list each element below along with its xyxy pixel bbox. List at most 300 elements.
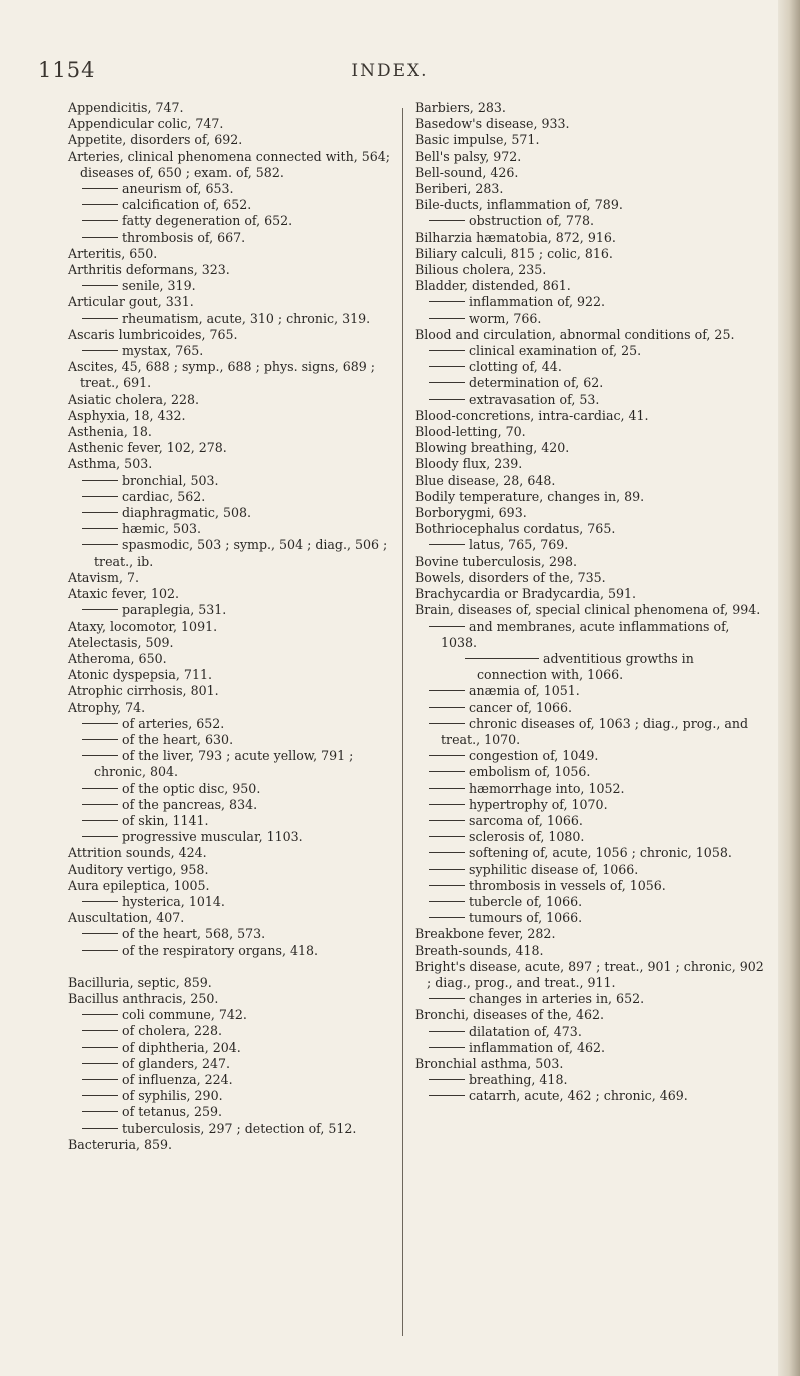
entry-text: Auscultation, 407. xyxy=(68,910,185,926)
ditto-dash xyxy=(82,755,118,756)
entry-text: spasmodic, 503 ; symp., 504 ; diag., 506 ; treat., ib. xyxy=(94,537,388,569)
entry-text: hæmic, 503. xyxy=(122,521,202,537)
ditto-dash xyxy=(429,707,465,708)
ditto-dash xyxy=(82,496,118,497)
entry-text: bronchial, 503. xyxy=(122,472,219,488)
index-subentry xyxy=(68,1088,398,1104)
entry-text: determination of, 62. xyxy=(469,375,604,391)
index-subentry xyxy=(68,197,398,213)
index-entry xyxy=(68,683,398,699)
index-subentry xyxy=(68,1056,398,1072)
index-entry xyxy=(415,1056,765,1072)
index-entry xyxy=(415,586,765,602)
index-entry xyxy=(68,667,398,683)
entry-text: anæmia of, 1051. xyxy=(469,683,580,699)
index-entry xyxy=(68,116,398,132)
index-subentry xyxy=(415,797,765,813)
index-entry xyxy=(415,602,765,618)
column-divider xyxy=(402,108,403,1336)
index-subentry xyxy=(68,473,398,489)
index-subentry xyxy=(68,521,398,537)
page-header xyxy=(0,58,780,88)
ditto-dash xyxy=(82,739,118,740)
entry-text: Ataxic fever, 102. xyxy=(68,586,179,602)
ditto-dash xyxy=(82,528,118,529)
ditto-dash xyxy=(82,480,118,481)
entry-text: adventitious growths in connection with, 1066. xyxy=(477,650,694,683)
index-entry xyxy=(68,586,398,602)
entry-text: Ascaris lumbricoides, 765. xyxy=(68,326,238,342)
index-subentry xyxy=(415,748,765,764)
ditto-dash xyxy=(82,188,118,189)
entry-text: Ataxy, locomotor, 1091. xyxy=(68,618,218,634)
ditto-dash xyxy=(82,950,118,951)
index-subentry xyxy=(415,862,765,878)
index-entry xyxy=(415,197,765,213)
index-subentry xyxy=(415,764,765,780)
entry-text: Atrophy, 74. xyxy=(68,699,146,715)
index-entry xyxy=(415,230,765,246)
index-entry xyxy=(68,910,398,926)
entry-text: softening of, acute, 1056 ; chronic, 1058. xyxy=(469,845,732,861)
entry-text: chronic diseases of, 1063 ; diag., prog., and treat., 1070. xyxy=(441,715,749,747)
ditto-dash xyxy=(82,804,118,805)
entry-text: Bilharzia hæmatobia, 872, 916. xyxy=(415,229,616,245)
ditto-dash xyxy=(429,998,465,999)
index-subentry xyxy=(68,181,398,197)
running-head: INDEX. xyxy=(351,61,429,81)
index-subentry xyxy=(68,602,398,618)
index-subentry xyxy=(415,294,765,310)
ditto-dash xyxy=(429,755,465,756)
index-subentry xyxy=(68,213,398,229)
index-subentry xyxy=(415,991,765,1007)
entry-text: Basic impulse, 571. xyxy=(415,132,540,148)
entry-text: Bacteruria, 859. xyxy=(68,1136,173,1152)
ditto-dash xyxy=(82,1063,118,1064)
index-subentry xyxy=(68,716,398,732)
index-entry xyxy=(415,181,765,197)
entry-text: Attrition sounds, 424. xyxy=(68,845,207,861)
index-subentry xyxy=(68,732,398,748)
index-subentry xyxy=(415,781,765,797)
index-entry xyxy=(68,991,398,1007)
entry-text: and membranes, acute inflammations of, 1038. xyxy=(441,618,730,650)
index-subentry xyxy=(68,926,398,942)
ditto-dash xyxy=(429,690,465,691)
entry-text: hæmorrhage into, 1052. xyxy=(469,780,625,796)
index-entry xyxy=(68,327,398,343)
index-subentry xyxy=(68,505,398,521)
index-subentry xyxy=(68,311,398,327)
entry-text: Aura epileptica, 1005. xyxy=(68,877,210,893)
entry-text: Articular gout, 331. xyxy=(68,294,194,310)
entry-text: Asthenia, 18. xyxy=(68,424,152,440)
index-entry xyxy=(68,635,398,651)
ditto-dash xyxy=(82,544,118,545)
ditto-dash xyxy=(82,1014,118,1015)
entry-text: embolism of, 1056. xyxy=(469,764,591,780)
entry-text: Asiatic cholera, 228. xyxy=(68,391,200,407)
index-entry xyxy=(415,554,765,570)
index-entry xyxy=(68,424,398,440)
index-entry xyxy=(68,862,398,878)
index-subentry xyxy=(415,537,765,553)
entry-text: catarrh, acute, 462 ; chronic, 469. xyxy=(469,1088,688,1104)
index-entry xyxy=(415,505,765,521)
entry-text: coli commune, 742. xyxy=(122,1007,247,1023)
entry-text: Biliary calculi, 815 ; colic, 816. xyxy=(415,245,613,261)
index-entry xyxy=(68,570,398,586)
entry-text: of the liver, 793 ; acute yellow, 791 ; chronic, 804. xyxy=(94,748,354,780)
index-subentry xyxy=(68,1040,398,1056)
entry-text: senile, 319. xyxy=(122,278,196,294)
index-entry xyxy=(68,878,398,894)
entry-text: Blue disease, 28, 648. xyxy=(415,472,556,488)
page-edge-shadow xyxy=(778,0,800,1376)
index-entry xyxy=(415,132,765,148)
index-entry xyxy=(415,959,765,991)
entry-text: of syphilis, 290. xyxy=(122,1088,223,1104)
entry-text: Bodily temperature, changes in, 89. xyxy=(415,488,645,504)
entry-text: Blood-letting, 70. xyxy=(415,424,526,440)
index-entry xyxy=(68,408,398,424)
ditto-dash xyxy=(429,901,465,902)
entry-text: Bell-sound, 426. xyxy=(415,164,519,180)
entry-text: Blood and circulation, abnormal conditions of, 25. xyxy=(415,326,735,342)
index-subentry xyxy=(68,1023,398,1039)
index-entry xyxy=(68,294,398,310)
ditto-dash xyxy=(429,366,465,367)
ditto-dash xyxy=(465,658,539,659)
entry-text: Bright's disease, acute, 897 ; treat., 901 ; chronic, 902 ; diag., prog., and treat., 911. xyxy=(415,958,764,990)
entry-text: Arteries, clinical phenomena connected with, 564; diseases of, 650 ; exam. of, 582. xyxy=(68,148,390,180)
index-subentry xyxy=(68,781,398,797)
index-subentry xyxy=(415,1040,765,1056)
index-entry xyxy=(68,975,398,991)
ditto-dash xyxy=(429,869,465,870)
ditto-dash xyxy=(429,788,465,789)
entry-text: Auditory vertigo, 958. xyxy=(68,861,209,877)
index-entry xyxy=(415,100,765,116)
index-subentry xyxy=(68,829,398,845)
entry-text: latus, 765, 769. xyxy=(469,537,569,553)
index-subentry xyxy=(415,1024,765,1040)
ditto-dash xyxy=(429,1079,465,1080)
entry-text: Asthenic fever, 102, 278. xyxy=(68,440,227,456)
index-subentry xyxy=(415,878,765,894)
entry-text: of the respiratory organs, 418. xyxy=(122,942,319,958)
entry-text: mystax, 765. xyxy=(122,343,204,359)
index-entry xyxy=(68,246,398,262)
index-subentry xyxy=(68,1007,398,1023)
index-subentry xyxy=(415,392,765,408)
index-subentry xyxy=(68,278,398,294)
index-subentry xyxy=(68,1104,398,1120)
ditto-dash xyxy=(82,788,118,789)
ditto-dash xyxy=(82,285,118,286)
index-subentry xyxy=(68,230,398,246)
index-entry xyxy=(68,149,398,181)
ditto-dash xyxy=(82,1079,118,1080)
index-entry xyxy=(415,327,765,343)
index-subentry xyxy=(415,894,765,910)
ditto-dash xyxy=(82,204,118,205)
entry-text: Atonic dyspepsia, 711. xyxy=(68,667,212,683)
entry-text: clinical examination of, 25. xyxy=(469,343,642,359)
entry-text: tumours of, 1066. xyxy=(469,910,583,926)
index-entry xyxy=(415,926,765,942)
ditto-dash xyxy=(82,350,118,351)
entry-text: Borborygmi, 693. xyxy=(415,505,527,521)
index-subentry xyxy=(68,1121,398,1137)
entry-text: sclerosis of, 1080. xyxy=(469,829,585,845)
entry-text: of diphtheria, 204. xyxy=(122,1039,241,1055)
index-subentry xyxy=(68,797,398,813)
ditto-dash xyxy=(429,1047,465,1048)
index-entry xyxy=(68,262,398,278)
index-entry xyxy=(68,845,398,861)
entry-text: syphilitic disease of, 1066. xyxy=(469,861,639,877)
ditto-dash xyxy=(82,1111,118,1112)
entry-text: hypertrophy of, 1070. xyxy=(469,796,608,812)
entry-text: Atelectasis, 509. xyxy=(68,634,174,650)
index-subentry xyxy=(68,343,398,359)
index-subentry xyxy=(415,716,765,748)
entry-text: Barbiers, 283. xyxy=(415,100,506,115)
ditto-dash xyxy=(82,901,118,902)
entry-text: aneurism of, 653. xyxy=(122,181,234,197)
index-entry xyxy=(415,424,765,440)
entry-text: of the heart, 568, 573. xyxy=(122,926,266,942)
ditto-dash xyxy=(429,771,465,772)
index-subentry xyxy=(415,813,765,829)
entry-text: Bladder, distended, 861. xyxy=(415,278,571,294)
index-subentry xyxy=(415,829,765,845)
entry-text: sarcoma of, 1066. xyxy=(469,812,583,828)
entry-text: of cholera, 228. xyxy=(122,1023,223,1039)
ditto-dash xyxy=(82,1128,118,1129)
entry-text: congestion of, 1049. xyxy=(469,748,599,764)
entry-text: Atavism, 7. xyxy=(68,569,140,585)
index-entry xyxy=(415,473,765,489)
index-subentry xyxy=(415,343,765,359)
index-subentry xyxy=(415,845,765,861)
entry-text: extravasation of, 53. xyxy=(469,391,600,407)
entry-text: hysterica, 1014. xyxy=(122,893,225,909)
entry-text: Atrophic cirrhosis, 801. xyxy=(68,683,219,699)
ditto-dash xyxy=(82,220,118,221)
ditto-dash xyxy=(429,917,465,918)
index-subentry xyxy=(68,748,398,780)
entry-text: of skin, 1141. xyxy=(122,812,209,828)
entry-text: of the optic disc, 950. xyxy=(122,780,261,796)
index-subentry xyxy=(415,700,765,716)
entry-text: Bowels, disorders of the, 735. xyxy=(415,569,606,585)
ditto-dash xyxy=(429,544,465,545)
index-subentry xyxy=(415,683,765,699)
entry-text: cancer of, 1066. xyxy=(469,699,573,715)
entry-text: Asphyxia, 18, 432. xyxy=(68,407,186,423)
index-subentry xyxy=(68,1072,398,1088)
entry-text: tuberculosis, 297 ; detection of, 512. xyxy=(122,1120,357,1136)
entry-text: of the heart, 630. xyxy=(122,731,234,747)
entry-text: Breakbone fever, 282. xyxy=(415,926,556,942)
ditto-dash xyxy=(82,723,118,724)
ditto-dash xyxy=(82,820,118,821)
entry-text: Appendicular colic, 747. xyxy=(68,116,224,132)
entry-text: Bronchi, diseases of the, 462. xyxy=(415,1007,604,1023)
entry-text: inflammation of, 462. xyxy=(469,1039,606,1055)
ditto-dash xyxy=(429,399,465,400)
index-entry xyxy=(68,132,398,148)
ditto-dash xyxy=(429,852,465,853)
entry-text: fatty degeneration of, 652. xyxy=(122,213,293,229)
ditto-dash xyxy=(429,382,465,383)
index-entry xyxy=(68,1137,398,1153)
index-entry xyxy=(68,100,398,116)
page-number: 1154 xyxy=(38,58,96,82)
entry-text: Blowing breathing, 420. xyxy=(415,440,570,456)
entry-text: Asthma, 503. xyxy=(68,456,153,472)
index-subentry xyxy=(68,813,398,829)
entry-text: Arteritis, 650. xyxy=(68,245,158,261)
index-entry xyxy=(415,521,765,537)
index-subentry xyxy=(415,1072,765,1088)
index-subentry xyxy=(68,894,398,910)
ditto-dash xyxy=(429,820,465,821)
index-entry xyxy=(415,943,765,959)
ditto-dash xyxy=(429,1095,465,1096)
entry-text: clotting of, 44. xyxy=(469,359,562,375)
entry-text: Bile-ducts, inflammation of, 789. xyxy=(415,197,623,213)
entry-text: of glanders, 247. xyxy=(122,1055,231,1071)
index-subentry xyxy=(415,311,765,327)
ditto-dash xyxy=(429,836,465,837)
index-entry xyxy=(68,619,398,635)
entry-text: Blood-concretions, intra-cardiac, 41. xyxy=(415,407,649,423)
index-entry xyxy=(415,246,765,262)
index-column-right xyxy=(415,100,765,1105)
entry-text: rheumatism, acute, 310 ; chronic, 319. xyxy=(122,310,371,326)
ditto-dash xyxy=(429,723,465,724)
index-entry xyxy=(415,262,765,278)
index-entry xyxy=(415,149,765,165)
entry-text: changes in arteries in, 652. xyxy=(469,991,645,1007)
index-entry xyxy=(68,440,398,456)
ditto-dash xyxy=(429,626,465,627)
entry-text: Ascites, 45, 688 ; symp., 688 ; phys. signs, 689 ; treat., 691. xyxy=(68,359,375,391)
index-entry xyxy=(68,359,398,391)
entry-text: of arteries, 652. xyxy=(122,715,225,731)
entry-text: breathing, 418. xyxy=(469,1072,568,1088)
index-entry xyxy=(415,408,765,424)
ditto-dash xyxy=(429,885,465,886)
ditto-dash xyxy=(82,1095,118,1096)
entry-text: progressive muscular, 1103. xyxy=(122,829,303,845)
index-entry xyxy=(415,116,765,132)
index-entry xyxy=(68,700,398,716)
ditto-dash xyxy=(429,1031,465,1032)
entry-text: cardiac, 562. xyxy=(122,488,206,504)
index-entry xyxy=(415,440,765,456)
index-entry xyxy=(415,570,765,586)
entry-text: thrombosis of, 667. xyxy=(122,229,246,245)
ditto-dash xyxy=(82,609,118,610)
ditto-dash xyxy=(429,350,465,351)
entry-text: Bloody flux, 239. xyxy=(415,456,523,472)
ditto-dash xyxy=(429,220,465,221)
entry-text: Breath-sounds, 418. xyxy=(415,942,544,958)
index-subentry xyxy=(415,651,765,683)
index-entry xyxy=(415,278,765,294)
ditto-dash xyxy=(429,301,465,302)
entry-text: of influenza, 224. xyxy=(122,1071,233,1087)
index-entry xyxy=(415,1007,765,1023)
index-subentry xyxy=(415,910,765,926)
entry-text: diaphragmatic, 508. xyxy=(122,505,251,521)
index-subentry xyxy=(415,1088,765,1104)
entry-text: worm, 766. xyxy=(469,310,542,326)
index-column-left xyxy=(68,100,398,1153)
ditto-dash xyxy=(82,933,118,934)
entry-text: Basedow's disease, 933. xyxy=(415,116,570,132)
entry-text: dilatation of, 473. xyxy=(469,1023,582,1039)
index-subentry xyxy=(68,537,398,569)
ditto-dash xyxy=(82,318,118,319)
index-entry xyxy=(68,456,398,472)
index-entry xyxy=(415,456,765,472)
entry-text: Appendicitis, 747. xyxy=(68,100,184,115)
entry-text: tubercle of, 1066. xyxy=(469,893,583,909)
entry-text: Beriberi, 283. xyxy=(415,181,504,197)
ditto-dash xyxy=(82,237,118,238)
entry-text: obstruction of, 778. xyxy=(469,213,594,229)
entry-text: thrombosis in vessels of, 1056. xyxy=(469,877,666,893)
index-entry xyxy=(415,165,765,181)
ditto-dash xyxy=(82,512,118,513)
entry-text: of the pancreas, 834. xyxy=(122,796,258,812)
entry-text: Bronchial asthma, 503. xyxy=(415,1055,564,1071)
entry-text: calcification of, 652. xyxy=(122,197,252,213)
entry-text: Bacilluria, septic, 859. xyxy=(68,974,212,990)
index-subentry xyxy=(415,213,765,229)
index-subentry xyxy=(68,489,398,505)
index-entry xyxy=(415,489,765,505)
entry-text: Brain, diseases of, special clinical phenomena of, 994. xyxy=(415,602,761,618)
entry-text: Atheroma, 650. xyxy=(68,650,167,666)
ditto-dash xyxy=(82,836,118,837)
index-subentry xyxy=(415,375,765,391)
index-entry xyxy=(68,651,398,667)
ditto-dash xyxy=(82,1047,118,1048)
entry-text: Arthritis deformans, 323. xyxy=(68,262,230,278)
entry-text: Bacillus anthracis, 250. xyxy=(68,990,219,1006)
ditto-dash xyxy=(429,804,465,805)
entry-text: Bilious cholera, 235. xyxy=(415,262,547,278)
entry-text: of tetanus, 259. xyxy=(122,1104,223,1120)
index-subentry xyxy=(415,619,765,651)
entry-text: Bovine tuberculosis, 298. xyxy=(415,553,578,569)
entry-text: Brachycardia or Bradycardia, 591. xyxy=(415,586,637,602)
index-subentry xyxy=(415,359,765,375)
index-subentry xyxy=(68,943,398,959)
entry-text: inflammation of, 922. xyxy=(469,294,606,310)
index-entry xyxy=(68,392,398,408)
entry-text: Appetite, disorders of, 692. xyxy=(68,132,243,148)
entry-text: Bell's palsy, 972. xyxy=(415,148,522,164)
ditto-dash xyxy=(82,1030,118,1031)
